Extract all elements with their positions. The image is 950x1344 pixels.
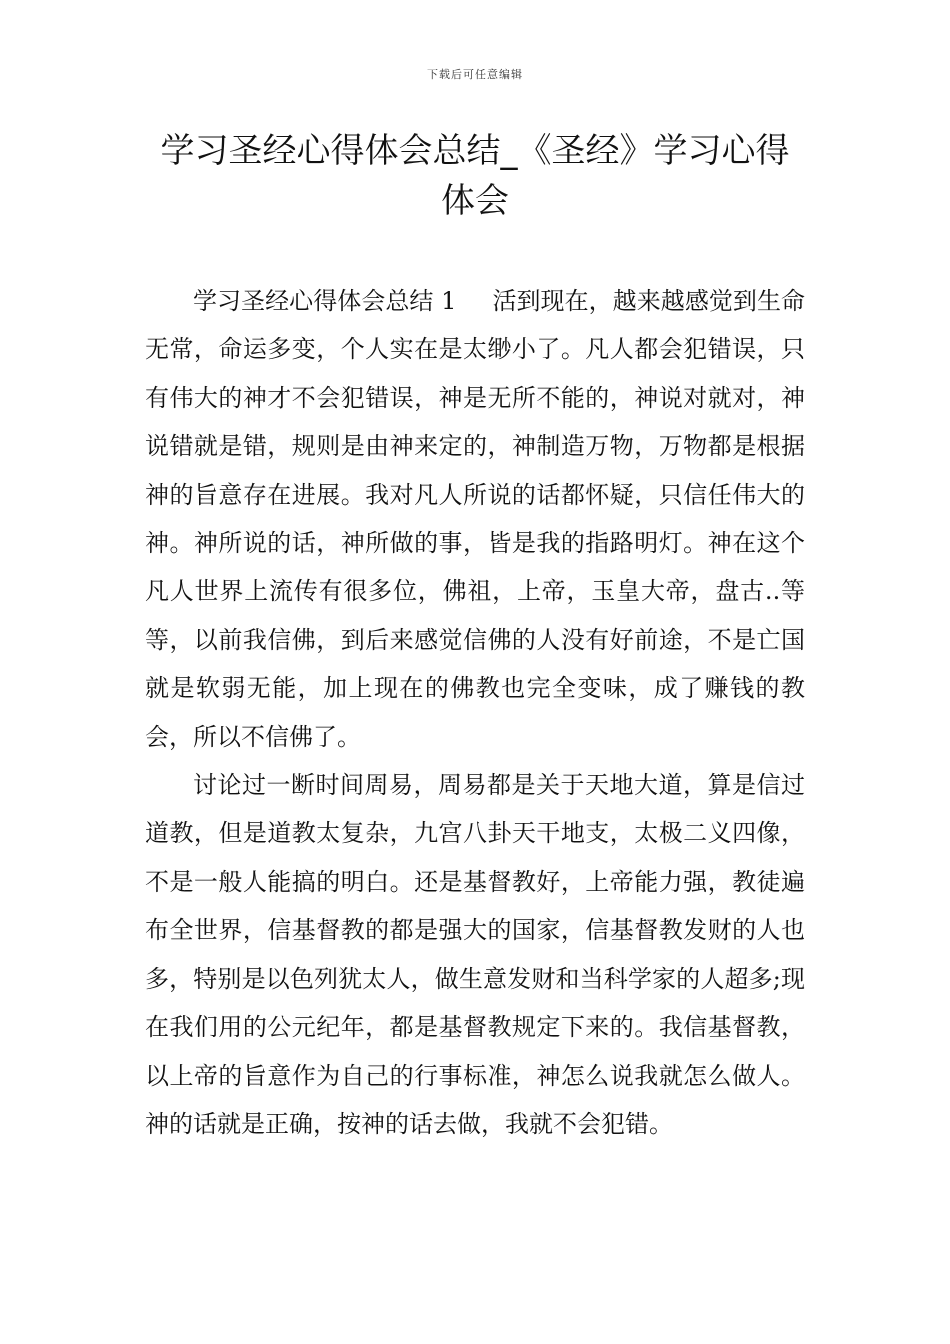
paragraph-2: 讨论过一断时间周易，周易都是关于天地大道，算是信过道教，但是道教太复杂，九宫八卦天干地支，太极二义四像，不是一般人能搞的明白。还是基督教好，上帝能力强，教徒遍布全世界，信基督教的都是强大的国家，信基督教发财的人也多，特别是以色列犹太人，做生意发财和当科学家的人超多;现在我们用的公元纪年，都是基督教规定下来的。我信基督教，以上帝的旨意作为自己的行事标准，神怎么说我就怎么做人。神的话就是正确，按神的话去做，我就不会犯错。	[145, 771, 805, 1138]
header-note: 下载后可任意编辑	[427, 68, 523, 81]
document-body	[145, 277, 805, 1148]
paragraph-1	[145, 277, 805, 761]
paragraph-1-text: 活到现在，越来越感觉到生命无常，命运多变，个人实在是太缈小了。凡人都会犯错误，只有伟大的神才不会犯错误，神是无所不能的，神说对就对，神说错就是错，规则是由神来定的，神制造万物，万物都是根据神的旨意存在进展。我对凡人所说的话都怀疑，只信任伟大的神。神所说的话，神所做的事，皆是我的指路明灯。神在这个凡人世界上流传有很多位，佛祖，上帝，玉皇大帝，盘古..等等，以前我信佛，到后来感觉信佛的人没有好前途，不是亡国就是软弱无能，加上现在的佛教也完全变味，成了赚钱的教会，所以不信佛了。	[145, 287, 805, 751]
document-title: 学习圣经心得体会总结_《圣经》学习心得体会	[160, 131, 790, 221]
section-heading: 学习圣经心得体会总结 1	[193, 287, 457, 315]
